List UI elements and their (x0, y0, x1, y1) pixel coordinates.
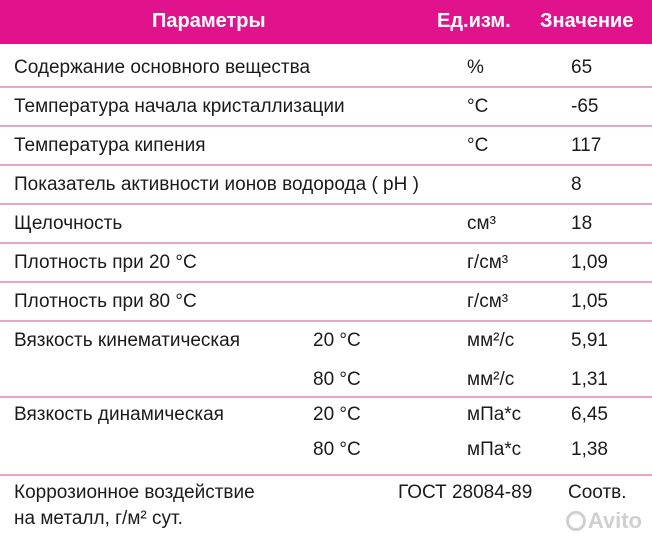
watermark-text: Avito (587, 508, 642, 533)
header-value: Значение (540, 10, 634, 32)
row-value: 1,38 (571, 439, 608, 460)
table-row (0, 211, 652, 241)
row-unit: мм²/с (467, 369, 515, 390)
table-row (0, 172, 652, 202)
row-temperature: 80 °C (313, 439, 361, 460)
row-divider (0, 396, 652, 398)
table-row (0, 250, 652, 280)
row-name: Плотность при 80 °C (14, 291, 197, 312)
row-unit: мПа*с (467, 404, 522, 425)
row-name: Показатель активности ионов водорода ( pH ) (14, 174, 419, 195)
row-value: 5,91 (571, 330, 608, 351)
row-divider (0, 203, 652, 205)
row-divider (0, 164, 652, 166)
table-row-corrosion (0, 480, 652, 540)
table-row (0, 94, 652, 124)
row-value: 117 (571, 135, 602, 156)
row-divider (0, 125, 652, 127)
row-unit: мм²/с (467, 330, 515, 351)
row-name: Щелочность (14, 213, 123, 234)
row-unit: ГОСТ 28084-89 (398, 482, 533, 503)
avito-logo-icon (566, 511, 586, 531)
row-value: 1,31 (571, 369, 608, 390)
row-value: 8 (571, 174, 582, 195)
row-unit: г/см³ (467, 291, 509, 312)
row-temperature: 20 °C (313, 330, 361, 351)
row-value: 65 (571, 57, 593, 78)
table-header (0, 0, 652, 44)
table-row (0, 437, 652, 467)
row-value: Соотв. (568, 482, 627, 503)
table-row (0, 402, 652, 432)
table-row (0, 133, 652, 163)
row-divider (0, 242, 652, 244)
row-temperature: 20 °C (313, 404, 361, 425)
table-row (0, 55, 652, 85)
row-unit: г/см³ (467, 252, 509, 273)
row-unit: °C (467, 96, 489, 117)
row-name: Вязкость динамическая (14, 404, 224, 425)
header-param: Параметры (152, 10, 266, 32)
row-unit: % (467, 57, 484, 78)
row-name: Температура кипения (14, 135, 206, 156)
row-unit: см³ (467, 213, 496, 234)
row-name: Вязкость кинематическая (14, 330, 240, 351)
row-value: 1,05 (571, 291, 608, 312)
row-name: Плотность при 20 °C (14, 252, 197, 273)
row-unit: мПа*с (467, 439, 522, 460)
row-value: 6,45 (571, 404, 608, 425)
row-name-line2: на металл, г/м² сут. (14, 508, 183, 529)
header-unit: Ед.изм. (437, 10, 511, 32)
row-name-line1: Коррозионное воздействие (14, 482, 255, 503)
row-value: 18 (571, 213, 593, 234)
row-value: -65 (571, 96, 599, 117)
row-name: Содержание основного вещества (14, 57, 311, 78)
row-temperature: 80 °C (313, 369, 361, 390)
row-divider (0, 320, 652, 322)
table-row (0, 328, 652, 358)
row-unit: °C (467, 135, 489, 156)
row-divider (0, 474, 652, 476)
avito-watermark (566, 508, 642, 534)
row-name: Температура начала кристаллизации (14, 96, 345, 117)
row-value: 1,09 (571, 252, 608, 273)
table-row (0, 367, 652, 397)
row-divider (0, 281, 652, 283)
table-row (0, 289, 652, 319)
row-divider (0, 86, 652, 88)
